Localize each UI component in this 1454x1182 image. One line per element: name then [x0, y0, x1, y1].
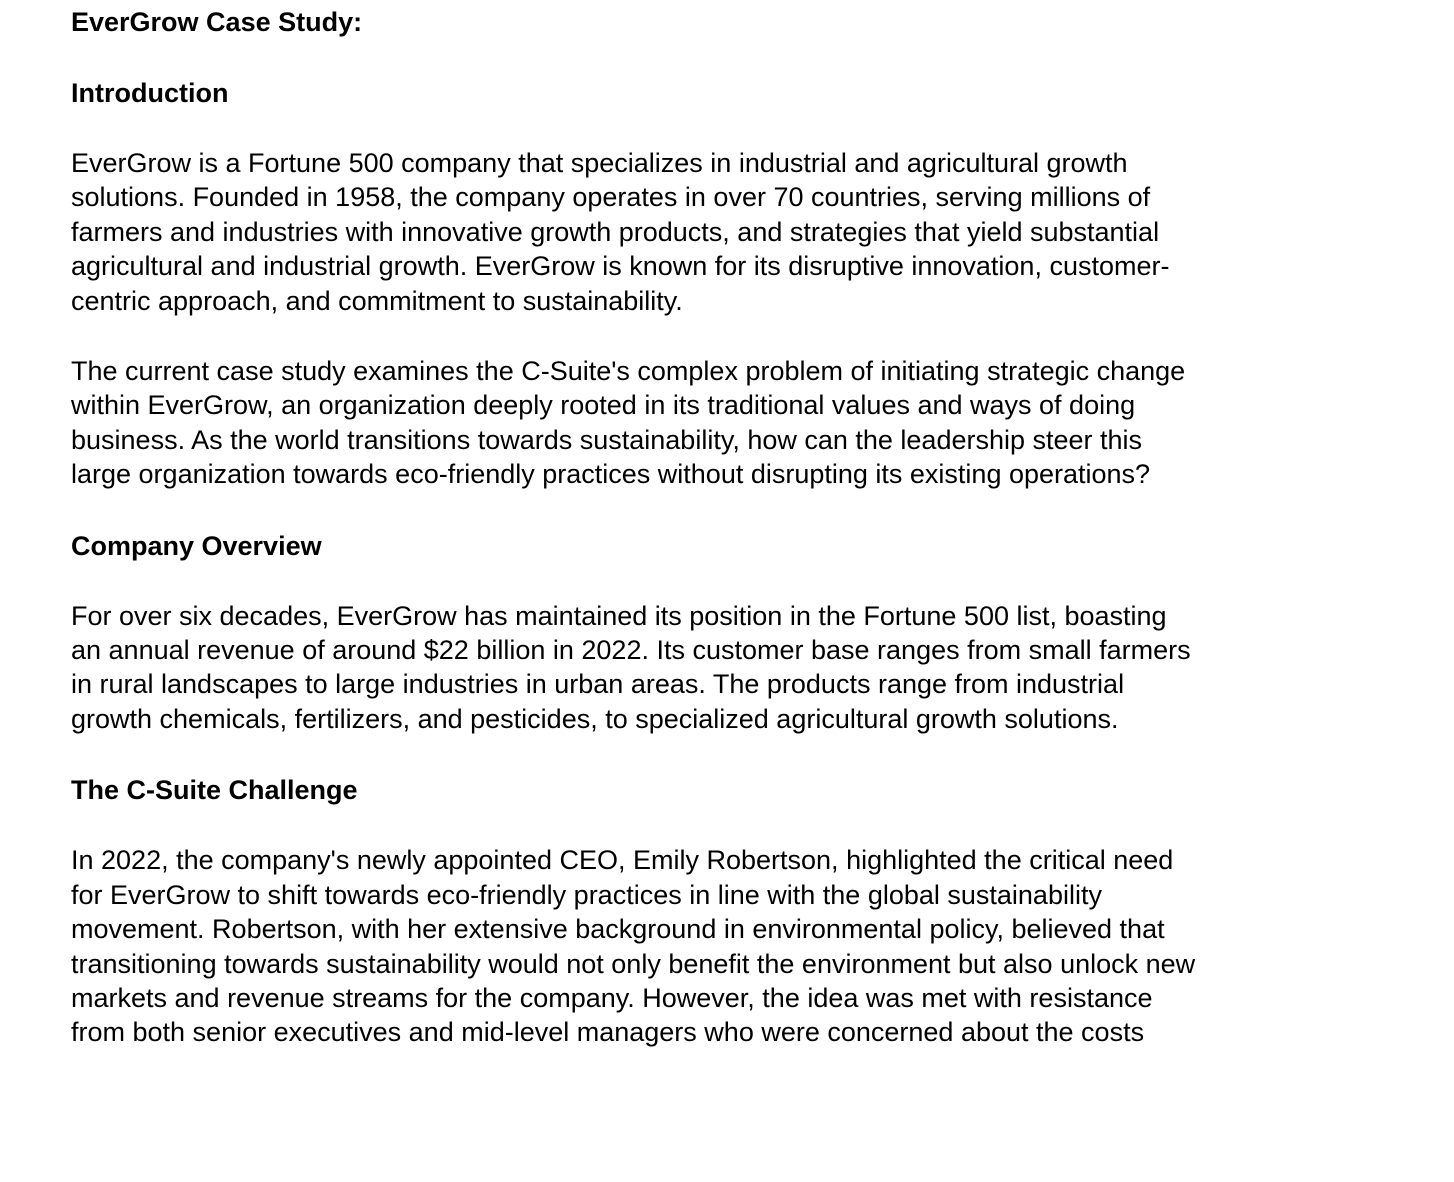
- text-line: centric approach, and commitment to sustainability.: [71, 285, 683, 316]
- text-line: The current case study examines the C-Suite's complex problem of initiating strategic change: [71, 356, 1186, 387]
- text-line: agricultural and industrial growth. EverGrow is known for its disruptive innovation, customer-: [71, 251, 1170, 282]
- document-page: [71, 4, 1331, 1050]
- spacer: [71, 40, 1331, 75]
- text-line: in rural landscapes to large industries in urban areas. The products range from industrial: [71, 669, 1125, 700]
- document-title: EverGrow Case Study:: [71, 7, 363, 37]
- spacer: [71, 492, 1331, 528]
- text-line: transitioning towards sustainability would not only benefit the environment but also unlock new: [71, 948, 1196, 979]
- section-heading-c-suite-challenge: The C-Suite Challenge: [71, 775, 358, 806]
- text-line: In 2022, the company's newly appointed CEO, Emily Robertson, highlighted the critical need: [71, 845, 1174, 876]
- spacer: [71, 111, 1331, 146]
- spacer: [71, 736, 1331, 772]
- text-line: growth chemicals, fertilizers, and pesticides, to specialized agricultural growth solutions.: [71, 703, 1119, 734]
- text-line: business. As the world transitions towards sustainability, how can the leadership steer this: [71, 424, 1143, 455]
- section-heading-company-overview: Company Overview: [71, 530, 322, 561]
- text-line: large organization towards eco-friendly practices without disrupting its existing operations?: [71, 459, 1151, 490]
- spacer: [71, 564, 1331, 599]
- text-line: EverGrow is a Fortune 500 company that specializes in industrial and agricultural growth: [71, 148, 1128, 178]
- text-line: from both senior executives and mid-level managers who were concerned about the costs: [71, 1017, 1145, 1048]
- text-line: solutions. Founded in 1958, the company operates in over 70 countries, serving millions of: [71, 182, 1151, 213]
- paragraph-c-suite-challenge-1: [71, 843, 1331, 1049]
- text-line: markets and revenue streams for the company. However, the idea was met with resistance: [71, 982, 1153, 1013]
- text-line: farmers and industries with innovative growth products, and strategies that yield substantial: [71, 216, 1160, 247]
- text-line: For over six decades, EverGrow has maintained its position in the Fortune 500 list, boasting: [71, 600, 1167, 631]
- paragraph-company-overview-1: [71, 599, 1331, 737]
- text-line: for EverGrow to shift towards eco-friendly practices in line with the global sustainability: [71, 879, 1102, 910]
- text-line: within EverGrow, an organization deeply rooted in its traditional values and ways of doing: [71, 390, 1136, 421]
- paragraph-introduction-2: [71, 354, 1331, 492]
- paragraph-introduction-1: [71, 146, 1331, 318]
- section-heading-introduction: Introduction: [71, 78, 229, 108]
- text-line: an annual revenue of around $22 billion in 2022. Its customer base ranges from small farmers: [71, 635, 1191, 666]
- spacer: [71, 318, 1331, 354]
- spacer: [71, 808, 1331, 843]
- text-line: movement. Robertson, with her extensive background in environmental policy, believed that: [71, 914, 1165, 945]
